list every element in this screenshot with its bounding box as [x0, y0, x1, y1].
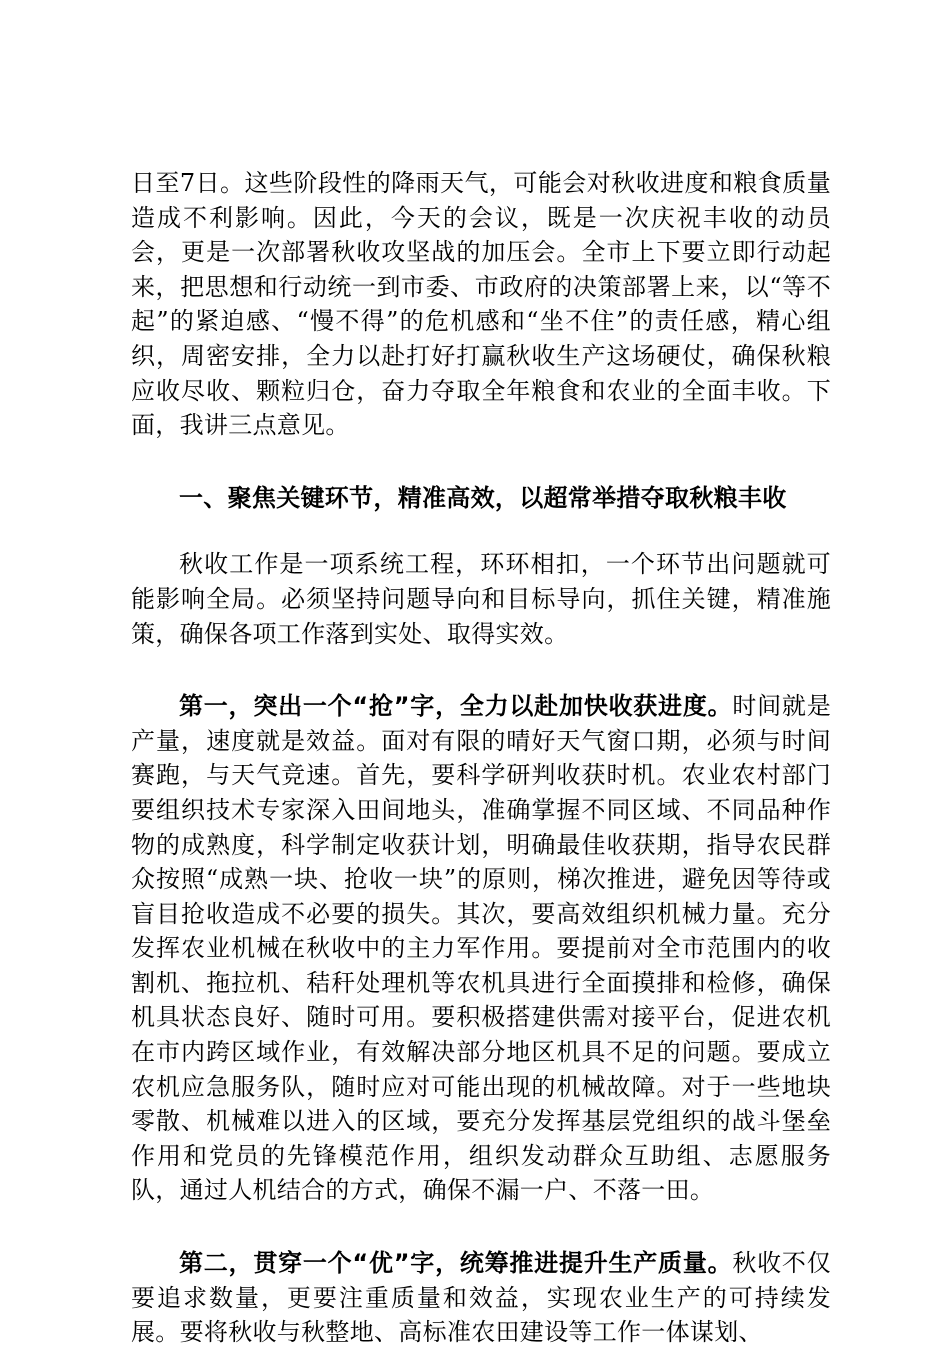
continuation-paragraph: 日至7日。这些阶段性的降雨天气，可能会对秋收进度和粮食质量造成不利影响。因此，今天的会议，既是一次庆祝丰收的动员会，更是一次部署秋收攻坚战的加压会。全市上下要立即行动起来，把思想和行动统一到市委、市政府的决策部署上来，以“等不起”的紧迫感、“慢不得”的危机感和“坐不住”的责任感，精心组织，周密安排，全力以赴打好打赢秋收生产这场硬仗，确保秋粮应收尽收、颗粒归仓，奋力夺取全年粮食和农业的全面丰收。下面，我讲三点意见。	[131, 169, 831, 440]
point-one-body: 时间就是产量，速度就是效益。面对有限的晴好天气窗口期，必须与时间赛跑，与天气竞速。首先，要科学研判收获时机。农业农村部门要组织技术专家深入田间地头，准确掌握不同区域、不同品种作物的成熟度，科学制定收获计划，明确最佳收获期，指导农民群众按照“成熟一块、抢收一块”的原则，梯次推进，避免因等待或盲目抢收造成不必要的损失。其次，要高效组织机械力量。充分发挥农业机械在秋收中的主力军作用。要提前对全市范围内的收割机、拖拉机、秸秆处理机等农机具进行全面摸排和检修，确保机具状态良好、随时可用。要积极搭建供需对接平台，促进农机在市内跨区域作业，有效解决部分地区机具不足的问题。要成立农机应急服务队，随时应对可能出现的机械故障。对于一些地块零散、机械难以进入的区域，要充分发挥基层党组织的战斗堡垒作用和党员的先锋模范作用，组织发动群众互助组、志愿服务队，通过人机结合的方式，确保不漏一户、不落一田。	[131, 692, 831, 1205]
point-two-body: 秋收不仅要追求数量，更要注重质量和效益，实现农业生产的可持续发展。要将秋收与秋整地、高标准农田建设等工作一体谋划、	[131, 1249, 831, 1347]
point-one-paragraph	[131, 689, 831, 1208]
point-one-lead: 第一，突出一个“抢”字，全力以赴加快收获进度。	[179, 692, 733, 721]
section-heading: 一、聚焦关键环节，精准高效，以超常举措夺取秋粮丰收	[179, 483, 787, 512]
point-two-lead: 第二，贯穿一个“优”字，统筹推进提升生产质量。	[179, 1249, 733, 1278]
document-body	[131, 166, 831, 1350]
section-intro-paragraph: 秋收工作是一项系统工程，环环相扣，一个环节出问题就可能影响全局。必须坚持问题导向和目标导向，抓住关键，精准施策，确保各项工作落到实处、取得实效。	[131, 550, 831, 648]
point-two-paragraph	[131, 1246, 831, 1350]
